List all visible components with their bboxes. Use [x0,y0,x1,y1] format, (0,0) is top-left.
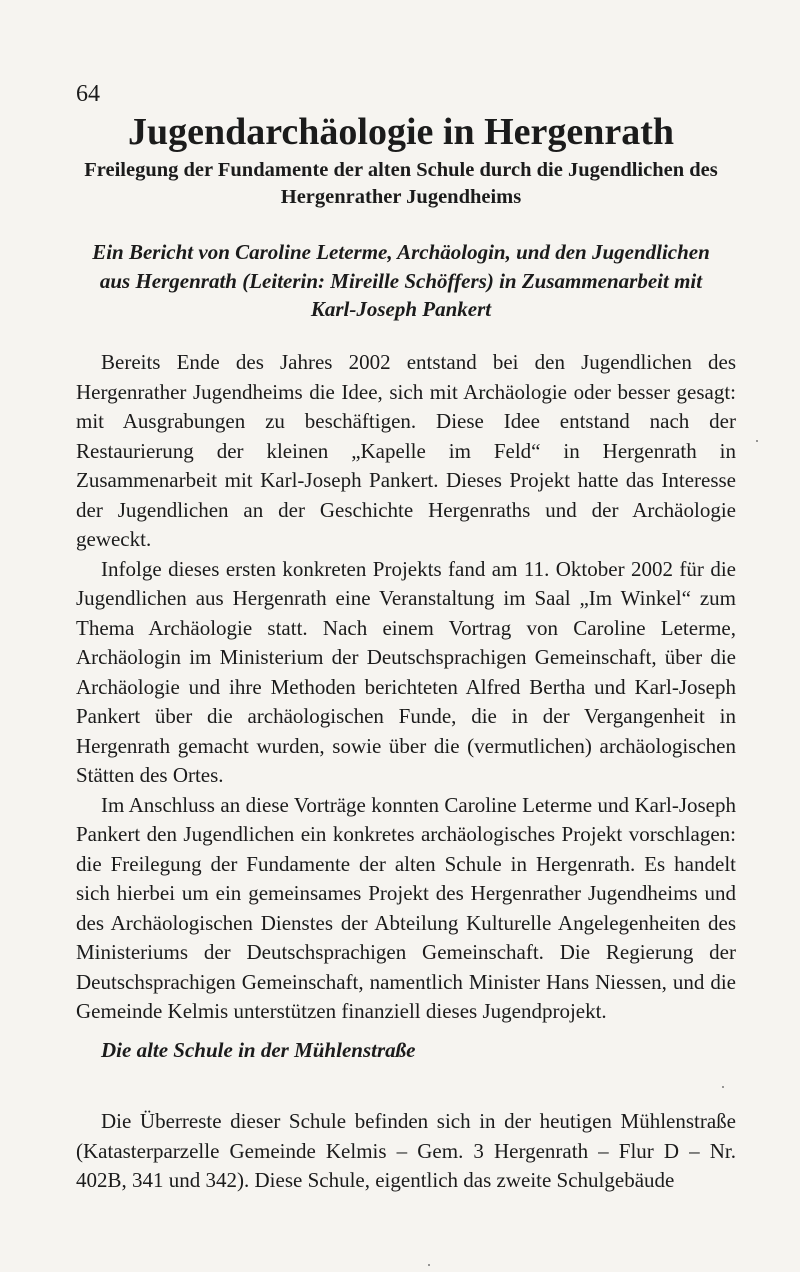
article-title: Jugendarchäologie in Hergenrath [127,111,675,153]
scan-speck [428,1264,430,1266]
scan-speck [756,440,758,442]
page-number: 64 [76,81,100,107]
scan-speck [722,1086,724,1088]
section-paragraph: Die Überreste dieser Schule befinden sich in der heutigen Mühlenstraße (Katasterparzelle Gemeinde Kelmis – Gem. 3 Hergenrath – Flur D – Nr. 402B, 341 und 342). Diese Schule, eigentlich das zweite Schulgebäude [76,1109,736,1192]
paragraph-2: Infolge dieses ersten konkreten Projekts fand am 11. Oktober 2002 für die Jugendlichen aus Hergenrath eine Veranstaltung im Saal „Im Winkel“ zum Thema Archäologie statt. Nach einem Vortrag von Caroline Leterme, Archäologin im Ministerium der Deutschsprachigen Gemeinschaft, über die Archäologie und ihre Methoden berichteten Alfred Bertha und Karl-Joseph Pankert über die archäologischen Funde, die in der Vergangenheit in Hergenrath gemacht wurden, sowie über die (vermutlichen) archäologischen Stätten des Ortes. [76,556,736,787]
article-byline: Ein Bericht von Caroline Leterme, Archäologin, und den Jugendlichen aus Hergenrath (Leiterin: Mireille Schöffers) in Zusammenarbeit mit Karl-Joseph Pankert [92,240,710,321]
paragraph-1: Bereits Ende des Jahres 2002 entstand bei den Jugendlichen des Hergenrather Jugendheims die Idee, sich mit Archäologie oder besser gesagt: mit Ausgrabungen zu beschäftigen. Diese Idee entstand nach der Restaurierung der kleinen „Kapelle im Feld“ in Hergenrath in Zusammenarbeit mit Karl-Joseph Pankert. Dieses Projekt hatte das Interesse der Jugendlichen an der Geschichte Hergenraths und der Archäologie geweckt. [76,350,736,551]
article-body [76,348,736,1027]
paragraph-3: Im Anschluss an diese Vorträge konnten Caroline Leterme und Karl-Joseph Pankert den Jugendlichen ein konkretes archäologisches Projekt vorschlagen: die Freilegung der Fundamente der alten Schule in Hergenrath. Es handelt sich hierbei um ein gemeinsames Projekt des Hergenrather Jugendheims und des Archäologischen Dienstes der Abteilung Kulturelle Angelegenheiten des Ministeriums der Deutschsprachigen Gemeinschaft. Die Regierung der Deutschsprachigen Gemeinschaft, namentlich Minister Hans Niessen, und die Gemeinde Kelmis unterstützen finanziell dieses Jugendprojekt. [76,792,736,1023]
article-subtitle: Freilegung der Fundamente der alten Schule durch die Jugendlichen des Hergenrather Jugendheims [84,159,718,208]
section-body [76,1107,736,1196]
section-heading: Die alte Schule in der Mühlenstraße [101,1038,416,1062]
